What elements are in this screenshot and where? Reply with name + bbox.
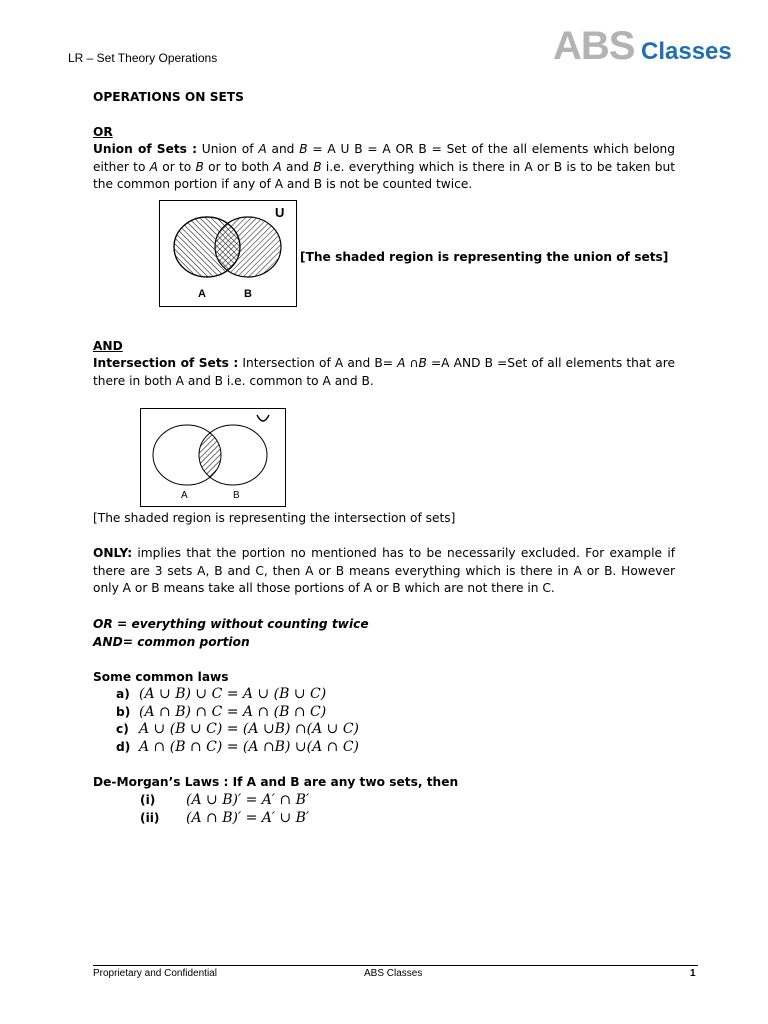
law-equation: A ∩ (B ∩ C) = (A ∩B) ∪(A ∩ C) bbox=[139, 739, 359, 755]
intersection-text: =A AND B =Set of all elements that are there in both A and B i.e. common to A and B. bbox=[93, 356, 675, 388]
venn-label-a: A bbox=[198, 288, 206, 300]
demorgan-label: (ii) bbox=[140, 811, 160, 825]
summary-or: OR = everything without counting twice bbox=[93, 617, 369, 631]
law-label: b) bbox=[116, 705, 131, 719]
footer-divider bbox=[93, 965, 698, 966]
union-text: Union of bbox=[201, 142, 259, 156]
union-text: or to both bbox=[203, 159, 274, 174]
law-label: d) bbox=[116, 740, 131, 754]
intersection-paragraph bbox=[93, 355, 675, 390]
header-title: LR – Set Theory Operations bbox=[68, 51, 218, 65]
only-paragraph bbox=[93, 545, 675, 598]
intersection-term: Intersection of Sets : bbox=[93, 356, 239, 370]
logo-abs-text: ABS bbox=[553, 24, 635, 68]
intersection-caption: [The shaded region is representing the intersection of sets] bbox=[93, 511, 456, 525]
abs-classes-logo bbox=[553, 24, 753, 68]
only-term: ONLY: bbox=[93, 546, 133, 560]
law-label: a) bbox=[116, 687, 130, 701]
footer-center: ABS Classes bbox=[364, 968, 423, 979]
demorgan-equation: (A ∩ B)′ = A′ ∪ B′ bbox=[186, 810, 310, 826]
only-text: implies that the portion no mentioned has to be necessarily excluded. For example if there are 3 sets A, B and C, then A or B means everything which is there in A or B. However only A or B means take all those portions of A or B which are not there in C. bbox=[93, 546, 675, 596]
set-b: B bbox=[299, 142, 308, 156]
venn-label-b: B bbox=[233, 490, 240, 501]
footer-left: Proprietary and Confidential bbox=[93, 968, 217, 979]
law-equation: (A ∪ B) ∪ C = A ∪ (B ∪ C) bbox=[139, 686, 327, 702]
union-venn-diagram bbox=[159, 200, 297, 307]
law-equation: A ∪ (B ∪ C) = (A ∪B) ∩(A ∪ C) bbox=[139, 721, 359, 737]
logo-classes-text: Classes bbox=[641, 38, 732, 65]
union-text: = A U B = A OR B = Set of the all elements which belong either to bbox=[93, 142, 676, 174]
intersection-expr: A ∩B bbox=[397, 356, 427, 370]
laws-title: Some common laws bbox=[93, 670, 229, 684]
union-text: or to bbox=[158, 159, 196, 174]
intersection-venn-diagram bbox=[140, 408, 286, 507]
or-label: OR bbox=[93, 125, 113, 139]
set-b: B bbox=[313, 159, 322, 174]
set-a: A bbox=[258, 142, 267, 156]
set-b: B bbox=[195, 159, 204, 174]
summary-and: AND= common portion bbox=[93, 635, 250, 649]
venn-label-b: B bbox=[244, 288, 252, 300]
and-label: AND bbox=[93, 339, 123, 353]
union-caption: [The shaded region is representing the union of sets] bbox=[300, 250, 669, 264]
set-a: A bbox=[149, 159, 159, 174]
venn-label-a: A bbox=[181, 490, 188, 501]
page-number: 1 bbox=[690, 968, 696, 979]
union-text: and bbox=[266, 142, 300, 156]
intersection-venn-svg bbox=[141, 409, 285, 506]
demorgan-label: (i) bbox=[140, 793, 156, 807]
union-term: Union of Sets : bbox=[93, 142, 197, 156]
set-a: A bbox=[273, 159, 282, 174]
law-equation: (A ∩ B) ∩ C = A ∩ (B ∩ C) bbox=[139, 704, 327, 720]
intersection-text: Intersection of A and B= bbox=[238, 356, 398, 370]
union-text: and bbox=[281, 159, 314, 174]
union-paragraph bbox=[93, 141, 675, 194]
law-label: c) bbox=[116, 722, 129, 736]
union-text: i.e. everything which is there in A or B is to be taken but the common portion if any of A and B is not be counted twice. bbox=[93, 159, 675, 192]
universal-set-icon bbox=[257, 415, 269, 421]
demorgan-equation: (A ∪ B)′ = A′ ∩ B′ bbox=[186, 792, 310, 808]
demorgan-title: De-Morgan’s Laws : If A and B are any two sets, then bbox=[93, 775, 459, 789]
universal-set-symbol: U bbox=[275, 205, 285, 220]
page-heading: OPERATIONS ON SETS bbox=[93, 90, 244, 104]
